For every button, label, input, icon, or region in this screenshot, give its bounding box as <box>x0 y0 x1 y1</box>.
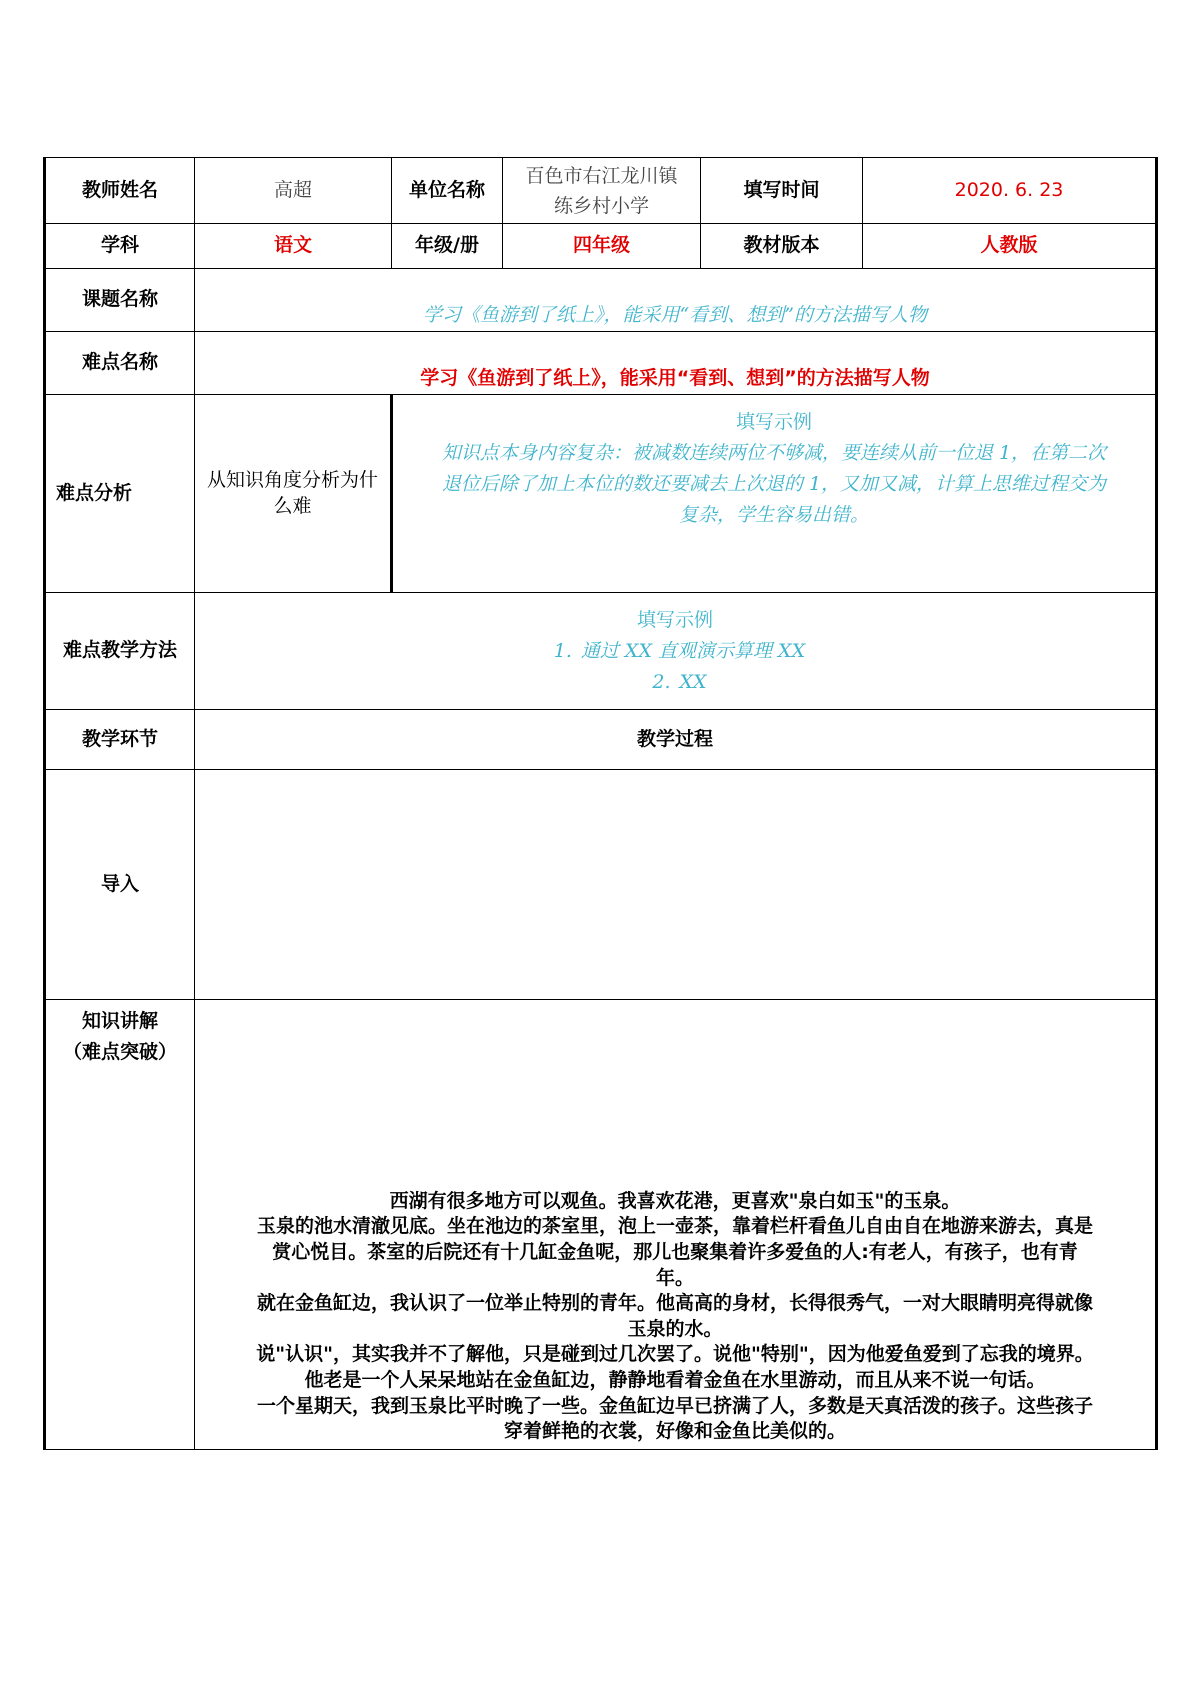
analysis-content <box>392 395 1157 593</box>
story-line: 穿着鲜艳的衣裳，好像和金鱼比美似的。 <box>503 1420 846 1443</box>
process-label: 教学过程 <box>195 710 1157 770</box>
unit-name-label: 单位名称 <box>392 158 503 224</box>
difficulty-value: 学习《鱼游到了纸上》，能采用“看到、想到”的方法描写人物 <box>195 332 1157 395</box>
analysis-example-label: 填写示例 <box>735 411 812 433</box>
method-example-label: 填写示例 <box>636 608 713 631</box>
story-line: 一个星期天，我到玉泉比平时晚了一些。金鱼缸边早已挤满了人，多数是天真活泼的孩子。这些孩子 <box>256 1394 1093 1417</box>
lesson-plan-form <box>43 157 1158 1450</box>
method-item-number: 2. <box>652 670 671 693</box>
story-line: 西湖有很多地方可以观鱼。我喜欢花港，更喜欢"泉白如玉"的玉泉。 <box>389 1189 961 1212</box>
grade-label: 年级/册 <box>392 224 503 269</box>
teacher-name-label: 教师姓名 <box>45 158 195 224</box>
story-line: 赏心悦目。茶室的后院还有十几缸金鱼呢，那儿也聚集着许多爱鱼的人:有老人，有孩子，也有青 <box>272 1240 1078 1263</box>
fill-date-value: 2020. 6. 23 <box>863 158 1157 224</box>
story-line: 就在金鱼缸边，我认识了一位举止特别的青年。他高高的身材，长得很秀气，一对大眼睛明亮得就像 <box>256 1292 1093 1315</box>
subject-value: 语文 <box>195 224 392 269</box>
story-line: 他老是一个人呆呆地站在金鱼缸边，静静地看着金鱼在水里游动，而且从来不说一句话。 <box>304 1369 1046 1392</box>
story-line: 玉泉的池水清澈见底。坐在池边的茶室里，泡上一壶茶，靠着栏杆看鱼儿自由自在地游来游去，真是 <box>256 1215 1093 1238</box>
analysis-sub-label: 从知识角度分析为什么难 <box>195 395 392 593</box>
method-label: 难点教学方法 <box>45 593 195 710</box>
teacher-name-value: 高超 <box>195 158 392 224</box>
edition-label: 教材版本 <box>701 224 863 269</box>
story-content <box>195 1000 1157 1450</box>
story-line: 玉泉的水。 <box>627 1317 723 1340</box>
section-label: 教学环节 <box>45 710 195 770</box>
unit-name-value <box>503 158 701 224</box>
knowledge-label-line2: （难点突破） <box>62 1041 177 1063</box>
fill-date-label: 填写时间 <box>701 158 863 224</box>
difficulty-label: 难点名称 <box>45 332 195 395</box>
method-item <box>195 636 1155 667</box>
grade-value: 四年级 <box>503 224 701 269</box>
method-item-number: 1. <box>553 639 572 662</box>
method-item-text: XX <box>679 670 707 693</box>
topic-value: 学习《鱼游到了纸上》，能采用“看到、想到”的方法描写人物 <box>195 269 1157 332</box>
knowledge-label-line1: 知识讲解 <box>81 1010 158 1032</box>
knowledge-label <box>45 1000 195 1450</box>
unit-name-line2: 练乡村小学 <box>553 194 649 217</box>
subject-label: 学科 <box>45 224 195 269</box>
unit-name-line1: 百色市右江龙川镇 <box>525 164 678 187</box>
topic-label: 课题名称 <box>45 269 195 332</box>
analysis-line-2: 退位后除了加上本位的数还要减去上次退的 1，又加又减，计算上思维过程交为 <box>441 473 1107 495</box>
analysis-line-1: 知识点本身内容复杂：被减数连续两位不够减，要连续从前一位退 1，在第二次 <box>441 442 1107 464</box>
method-item <box>195 667 1155 698</box>
method-content <box>195 593 1157 710</box>
edition-value: 人教版 <box>863 224 1157 269</box>
analysis-line-3: 复杂，学生容易出错。 <box>678 504 869 526</box>
story-line: 说"认识"，其实我并不了解他，只是碰到过几次罢了。说他"特别"，因为他爱鱼爱到了忘我的境界。 <box>256 1343 1094 1366</box>
method-item-text: 通过 XX 直观演示算理 XX <box>580 639 806 662</box>
analysis-label: 难点分析 <box>45 395 195 593</box>
intro-content <box>195 770 1157 1000</box>
story-line: 年。 <box>655 1266 694 1289</box>
intro-label: 导入 <box>45 770 195 1000</box>
